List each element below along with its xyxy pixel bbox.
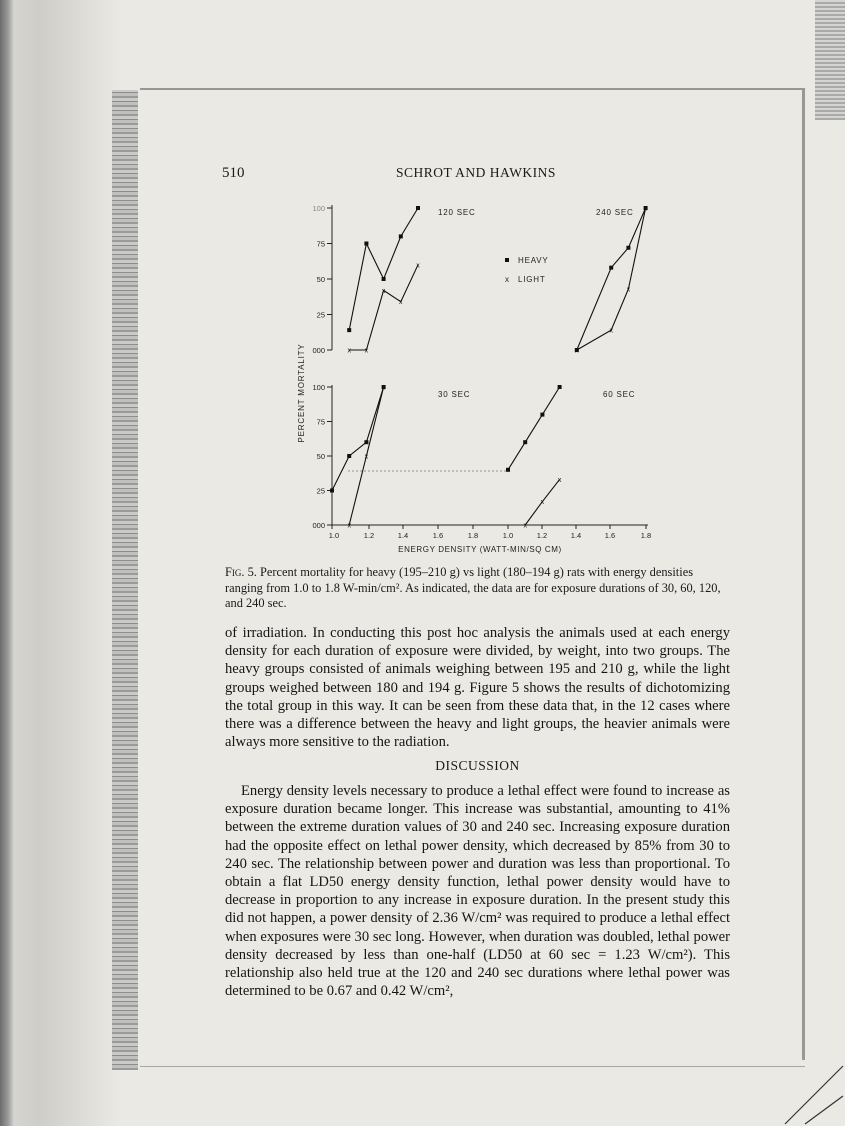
y-ticks-top: [312, 204, 332, 355]
light-data-point: x: [364, 347, 369, 355]
heavy-data-point: [399, 234, 403, 238]
y-tick-label: 75: [316, 417, 325, 427]
x-tick-label: 1.4: [570, 531, 582, 540]
light-data-point: x: [381, 384, 386, 392]
running-head: SCHROT AND HAWKINS: [396, 165, 556, 180]
x-tick-label: 1.6: [432, 531, 444, 540]
legend: [505, 256, 549, 284]
body-paragraph-2: [225, 782, 730, 1000]
figure-5-chart: [290, 195, 670, 560]
y-axis-label: PERCENT MORTALITY: [297, 343, 306, 443]
light-data-point: x: [399, 299, 403, 307]
x-tick-label: 1.8: [467, 531, 479, 540]
paragraph-text: of irradiation. In conducting this post hoc analysis the animals used at each energy density for each duration of exposure were divided, by weight, into two groups. The heavy groups consisted of animals weighing between 195 and 210 g, while the light groups weighed between 180 and 194 g. Figure 5 shows the results of dichotomizing the total group in this way. It can be seen from these data that, in the 12 cases where there was a difference between the heavy and light groups, the heavier animals were always more sensitive to the radiation.: [225, 625, 730, 751]
light-data-point: x: [626, 286, 631, 294]
heavy-data-point: [540, 413, 544, 417]
panel-30-heavy-line: [332, 384, 386, 491]
x-tick-label: 1.8: [640, 531, 652, 540]
light-data-point: x: [523, 522, 527, 530]
light-data-point: x: [347, 522, 351, 530]
x-tick-label: 1.2: [363, 531, 375, 540]
scan-binding-edge: [112, 90, 138, 1070]
heavy-data-point: [364, 242, 368, 246]
heavy-data-point: [626, 246, 630, 250]
heavy-data-point: [347, 454, 351, 458]
light-data-point: x: [643, 205, 648, 213]
y-ticks-bottom: [312, 383, 332, 530]
panel-60-heavy-line: [508, 387, 560, 470]
heavy-data-point: [382, 277, 386, 281]
figure-caption: [225, 565, 730, 612]
x-tick-label: 1.0: [328, 531, 340, 540]
light-data-point: x: [416, 262, 420, 270]
x-ticks: [328, 522, 652, 540]
x-tick-label: 1.2: [536, 531, 548, 540]
panel-label-30: 30 SEC: [438, 390, 471, 399]
y-tick-label: 50: [316, 275, 325, 284]
page-bottom-rule: [140, 1066, 805, 1067]
panel-120-heavy-line: [349, 208, 418, 330]
light-data-point: x: [557, 476, 562, 484]
corner-fold-mark: [775, 1056, 845, 1126]
light-data-point: x: [381, 287, 386, 295]
panel-60-series: [506, 385, 562, 530]
panel-label-120: 120 SEC: [438, 208, 476, 217]
body-paragraph-1: [225, 624, 730, 751]
light-data-point: x: [364, 453, 369, 461]
chart-data-layer: [330, 206, 648, 530]
panel-30-series: [330, 385, 386, 530]
x-tick-label: 1.4: [397, 531, 409, 540]
scan-left-margin: [0, 0, 120, 1126]
heavy-data-point: [506, 468, 510, 472]
x-tick-label: 1.6: [604, 531, 616, 540]
caption-text: Percent mortality for heavy (195–210 g) vs light (180–194 g) rats with energy densities ranging from 1.0 to 1.8 W-min/cm². As indicated, the data are for exposure durations of 30, 60, 120, and 240 sec.: [225, 565, 721, 610]
panel-120-series: [347, 206, 420, 355]
y-tick-label: 25: [316, 310, 325, 320]
panel-label-240: 240 SEC: [596, 208, 634, 217]
y-tick-label: 100: [312, 383, 325, 392]
y-tick-label: 75: [316, 239, 325, 249]
y-tick-label: 25: [316, 486, 325, 496]
heavy-data-point: [416, 206, 420, 210]
light-data-point: x: [609, 327, 613, 335]
scan-right-edge: [815, 0, 845, 120]
x-axis-label: ENERGY DENSITY (WATT-MIN/SQ CM): [398, 545, 562, 554]
light-data-point: x: [540, 499, 545, 507]
panel-label-60: 60 SEC: [603, 390, 636, 399]
page-number: 510: [222, 165, 245, 181]
light-data-point: x: [347, 347, 351, 355]
panel-240-series: [575, 206, 648, 355]
light-data-point: x: [575, 347, 579, 355]
heavy-data-point: [347, 328, 351, 332]
legend-heavy-label: HEAVY: [518, 256, 549, 265]
y-tick-label: 000: [312, 521, 325, 530]
heavy-data-point: [609, 266, 613, 270]
y-tick-label: 50: [316, 452, 325, 461]
y-tick-label: 100: [312, 204, 325, 213]
page-top-rule: [140, 88, 805, 90]
legend-light-marker: x: [505, 275, 509, 284]
heavy-data-point: [364, 440, 368, 444]
caption-label: Fig. 5.: [225, 565, 257, 579]
section-heading: DISCUSSION: [435, 758, 520, 773]
heavy-data-point: [330, 489, 334, 493]
heavy-data-point: [558, 385, 562, 389]
y-tick-label: 000: [312, 346, 325, 355]
legend-heavy-marker: [505, 258, 509, 262]
scan-right-rule: [802, 90, 805, 1060]
legend-light-label: LIGHT: [518, 275, 546, 284]
x-tick-label: 1.0: [502, 531, 514, 540]
heavy-data-point: [523, 440, 527, 444]
paragraph-text: Energy density levels necessary to produce a lethal effect were found to increase as exposure duration became longer. This increase was substantial, amounting to 41% between the extreme duration values of 30 and 240 sec. Increasing exposure duration had the opposite effect on lethal power density, which decreased by 85% from 30 to 240 sec. The relationship between power and duration was less than proportional. To obtain a flat LD50 energy density function, lethal power density would have to decrease in proportion to any increase in exposure duration. In the present study this did not happen, a power density of 2.36 W/cm² was required to produce a lethal effect when exposures were 30 sec long. However, when duration was doubled, lethal power density decreased by less than one-half (LD50 at 60 sec = 1.23 W/cm²). This relationship also held true at the 120 and 240 sec durations where lethal power was determined to be 0.67 and 0.42 W/cm²,: [225, 783, 730, 1000]
